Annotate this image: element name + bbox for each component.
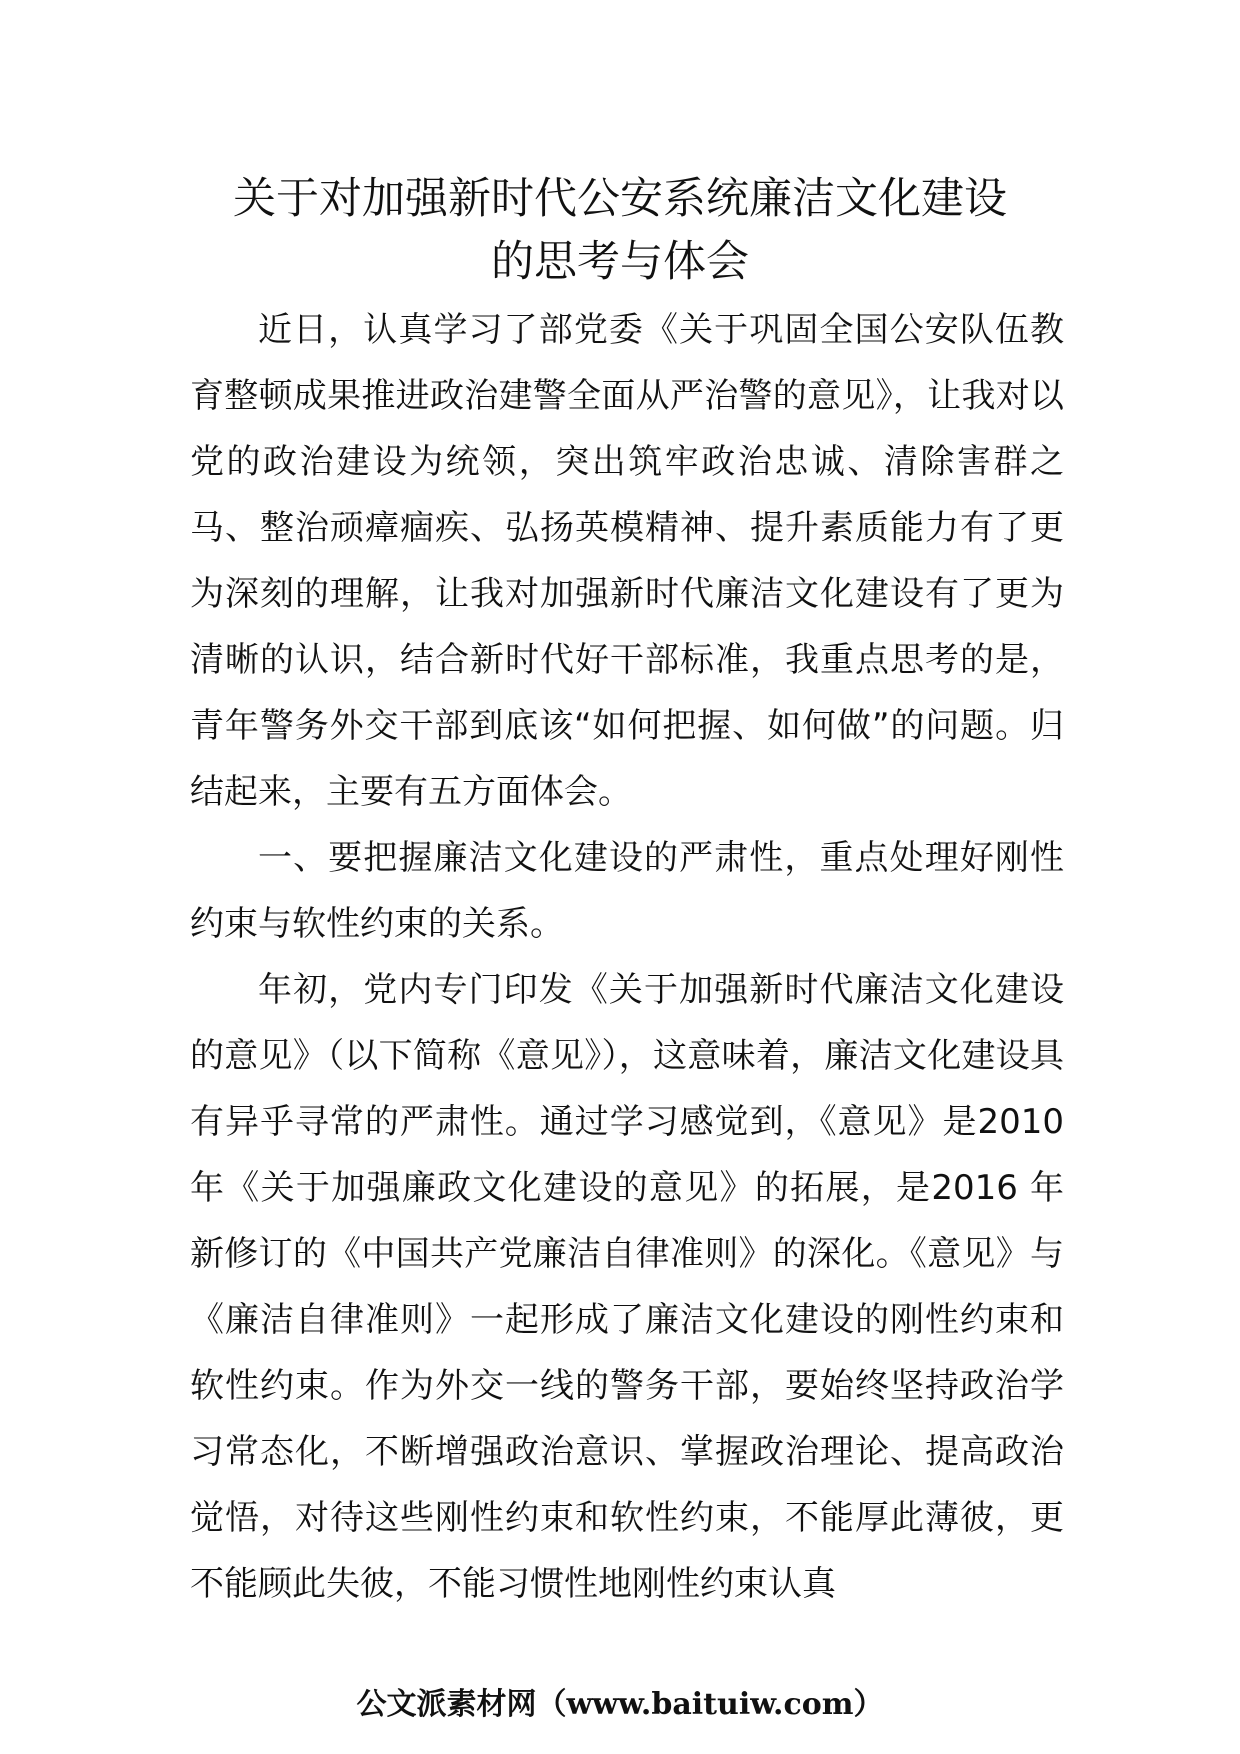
paragraph-section-body: 年初，党内专门印发《关于加强新时代廉洁文化建设的意见》（以下简称《意见》），这意味着，廉洁文化建设具有异乎寻常的严肃性。通过学习感觉到，《意见》是2010 年《关于加强廉政文化建设的意见》的拓展，是2016 年新修订的《中国共产党廉洁自律准则》的深化。《意见》与《廉洁自律准则》一起形成了廉洁文化建设的刚性约束和软性约束。作为外交一线的警务干部，要始终坚持政治学习常态化，不断增强政治意识、掌握政治理论、提高政治觉悟，对待这些刚性约束和软性约束，不能厚此薄彼，更不能顾此失彼，不能习惯性地刚性约束认真 [190, 970, 1064, 1604]
footer-watermark: 公文派素材网（www.baituiw.com） [356, 1687, 884, 1722]
document-body [190, 297, 1064, 1617]
paragraph-section-heading: 一、要把握廉洁文化建设的严肃性，重点处理好刚性约束与软性约束的关系。 [190, 838, 1064, 944]
paragraph-intro: 近日，认真学习了部党委《关于巩固全国公安队伍教育整顿成果推进政治建警全面从严治警的意见》，让我对以党的政治建设为统领，突出筑牢政治忠诚、清除害群之马、整治顽瘴痼疾、弘扬英模精神、提升素质能力有了更为深刻的理解，让我对加强新时代廉洁文化建设有了更为清晰的认识，结合新时代好干部标准，我重点思考的是，青年警务外交干部到底该“如何把握、如何做”的问题。归结起来，主要有五方面体会。 [190, 310, 1064, 812]
title-line-1: 关于对加强新时代公安系统廉洁文化建设 [233, 174, 1007, 224]
document-title [190, 168, 1050, 294]
title-line-2: 的思考与体会 [491, 237, 749, 287]
